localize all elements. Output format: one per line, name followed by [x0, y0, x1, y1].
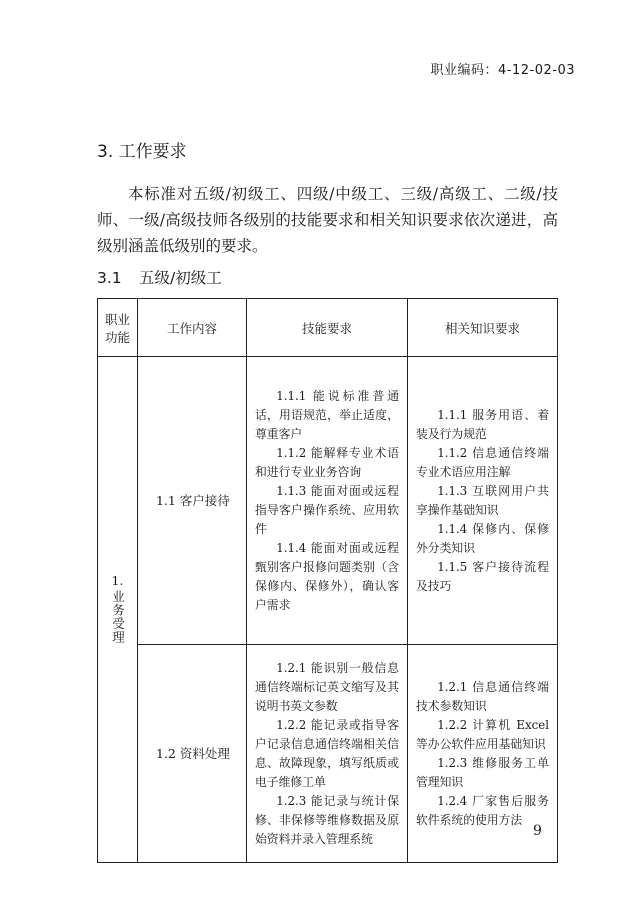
- table-row: [98, 357, 558, 645]
- knowledge-item: 1.1.1 服务用语、着装及行为规范: [416, 407, 549, 441]
- knowledge-item: 1.1.2 信息通信终端专业术语应用注解: [416, 445, 549, 479]
- knowledge-item: 1.2.3 维修服务工单管理知识: [416, 755, 549, 789]
- knowledge-item: 1.1.5 客户接待流程及技巧: [416, 559, 549, 593]
- section-intro: 本标准对五级/初级工、四级/中级工、三级/高级工、二级/技师、一级/高级技师各级别的技能要求和相关知识要求依次递进，高级别涵盖低级别的要求。: [97, 185, 558, 255]
- table-row: [98, 645, 558, 863]
- work-content-cell: 1.1 客户接待: [138, 357, 247, 645]
- skill-item: 1.2.3 能记录与统计保修、非保修等维修数据及原始资料并录入管理系统: [255, 793, 399, 846]
- skill-item: 1.1.2 能解释专业术语和进行专业业务咨询: [255, 445, 399, 479]
- work-content-cell: 1.2 资料处理: [138, 645, 247, 863]
- header-work: 工作内容: [138, 299, 247, 357]
- subsection-heading: [97, 266, 222, 288]
- skill-cell: [247, 645, 408, 863]
- section-heading: 3. 工作要求: [97, 142, 187, 162]
- knowledge-item: 1.1.4 保修内、保修外分类知识: [416, 521, 549, 555]
- page-number: 9: [533, 823, 542, 839]
- skill-item: 1.1.4 能面对面或远程甄别客户报修问题类别（含保修内、保修外），确认客户需求: [255, 540, 399, 612]
- skill-item: 1.1.1 能说标准普通话，用语规范，举止适度，尊重客户: [255, 388, 399, 441]
- occupation-code: 职业编码：4-12-02-03: [430, 63, 575, 78]
- knowledge-item: 1.2.4 厂家售后服务软件系统的使用方法: [416, 793, 549, 827]
- subsection-number: 3.1: [97, 269, 122, 287]
- function-cell: [98, 357, 138, 863]
- knowledge-item: 1.1.3 互联网用户共享操作基础知识: [416, 483, 549, 517]
- header-function: 职业 功能: [98, 299, 138, 357]
- skill-item: 1.2.1 能识别一般信息通信终端标记英文缩写及其说明书英文参数: [255, 660, 399, 713]
- requirements-table: [97, 298, 558, 863]
- knowledge-item: 1.2.1 信息通信终端技术参数知识: [416, 679, 549, 713]
- knowledge-item: 1.2.2 计算机 Excel 等办公软件应用基础知识: [416, 717, 549, 751]
- skill-cell: [247, 357, 408, 645]
- skill-item: 1.1.3 能面对面或远程指导客户操作系统、应用软件: [255, 483, 399, 536]
- skill-item: 1.2.2 能记录或指导客户记录信息通信终端相关信息、故障现象，填写纸质或电子维修工单: [255, 717, 399, 789]
- function-name: 业务受理: [110, 589, 126, 644]
- header-skill: 技能要求: [247, 299, 408, 357]
- function-number: 1.: [111, 572, 124, 588]
- subsection-title: 五级/初级工: [139, 269, 222, 287]
- knowledge-cell: [408, 357, 558, 645]
- header-knowledge: 相关知识要求: [408, 299, 558, 357]
